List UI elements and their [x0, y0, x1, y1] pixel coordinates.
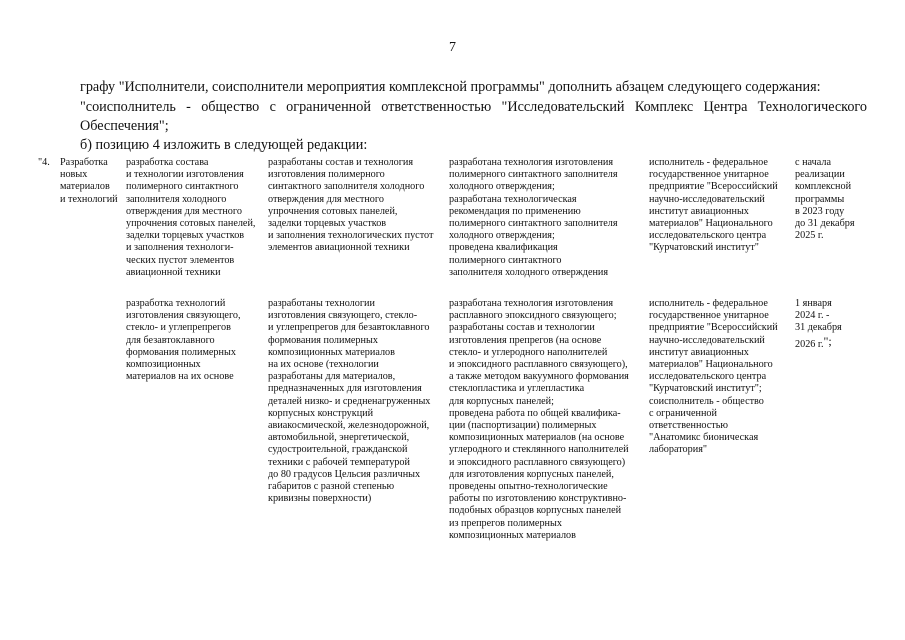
- result-cell: разработана технология изготовления расплавного эпоксидного связующего; разработаны состав и технологии изготовления препрегов (на основе стекло- и углеродного наполнителей и эпоксидного расплавного связующего), а также методом вакуумного формования стеклопластика и углепластика для корпусных панелей; проведена работа по общей квалифика- ции (паспортизации) полимерных композиционных материалов (на основе углеродного и стеклянного наполнителей и эпоксидного расплавного связующего) для изготовления корпусных панелей, проведены опытно-технологические работы по изготовлению конструктивно- подобных образцов корпусных панелей из препрегов полимерных композиционных материалов: [449, 298, 629, 541]
- result-cell: разработана технология изготовления полимерного синтактного заполнителя холодного отверждения; разработана технологическая рекомендация по применению полимерного синтактного заполнителя холодного отверждения; проведена квалификация полимерного синтактного заполнителя холодного отверждения: [449, 157, 618, 278]
- executor-cell: исполнитель - федеральное государственное унитарное предприятие "Всероссийский научно-исследовательский институт авиационных материалов" Национального исследовательского центра "Курчатовский институт"; соисполнитель - общество с ограниченной ответственностью "Анатомикс бионическая лаборатория": [649, 298, 778, 456]
- paragraph-2: "соисполнитель - общество с ограниченной ответственностью "Исследовательский Комплекс Центра Технологического Обеспечения";: [80, 99, 867, 134]
- open-quote: ": [38, 157, 43, 168]
- term-cell: с начала реализации комплексной программы в 2023 году до 31 декабря 2025 г.: [795, 157, 855, 242]
- work-cell: разработаны технологии изготовления связующего, стекло- и углепрепрегов для безавтоклавного формования полимерных композиционных материалов на их основе (технологии разработаны для материалов, предназначенных для изготовления деталей низко- и средненагруженных корпусных конструкций авиакосмической, железнодорожной, автомобильной, энергетической, судостроительной, гражданской техники с рабочей температурой до 80 градусов Цельсия различных габаритов с разной степенью кривизны поверхности): [268, 298, 431, 505]
- row-mark: [38, 157, 60, 169]
- term-text: 1 января 2024 г. - 31 декабря 2026 г.: [795, 298, 842, 350]
- closing-quote: ";: [823, 333, 832, 348]
- page-number: 7: [449, 40, 456, 55]
- task-cell: разработка состава и технологии изготовления полимерного синтактного заполнителя холодного отверждения для местного упрочнения сотовых панелей, заделки торцевых участков и заполнения технологи- ческих пустот элементов авиационной техники: [126, 157, 256, 278]
- position-name: Разработка новых материалов и технологий: [60, 157, 118, 205]
- position-number: 4.: [42, 157, 50, 168]
- paragraph-1: графу "Исполнители, соисполнители мероприятия комплексной программы" дополнить абзацем следующего содержания:: [80, 79, 821, 95]
- term-cell: [795, 298, 865, 351]
- work-cell: разработаны состав и технология изготовления полимерного синтактного заполнителя холодного отверждения для местного упрочнения сотовых панелей, заделки торцевых участков и заполнения технологических пустот элементов авиационной техники: [268, 157, 434, 254]
- executor-cell: исполнитель - федеральное государственное унитарное предприятие "Всероссийский научно-исследовательский институт авиационных материалов" Национального исследовательского центра "Курчатовский институт": [649, 157, 778, 254]
- paragraph-3: б) позицию 4 изложить в следующей редакции:: [80, 137, 368, 153]
- task-cell: разработка технологий изготовления связующего, стекло- и углепрепрегов для безавтоклавного формования полимерных композиционных материалов на их основе: [126, 298, 241, 383]
